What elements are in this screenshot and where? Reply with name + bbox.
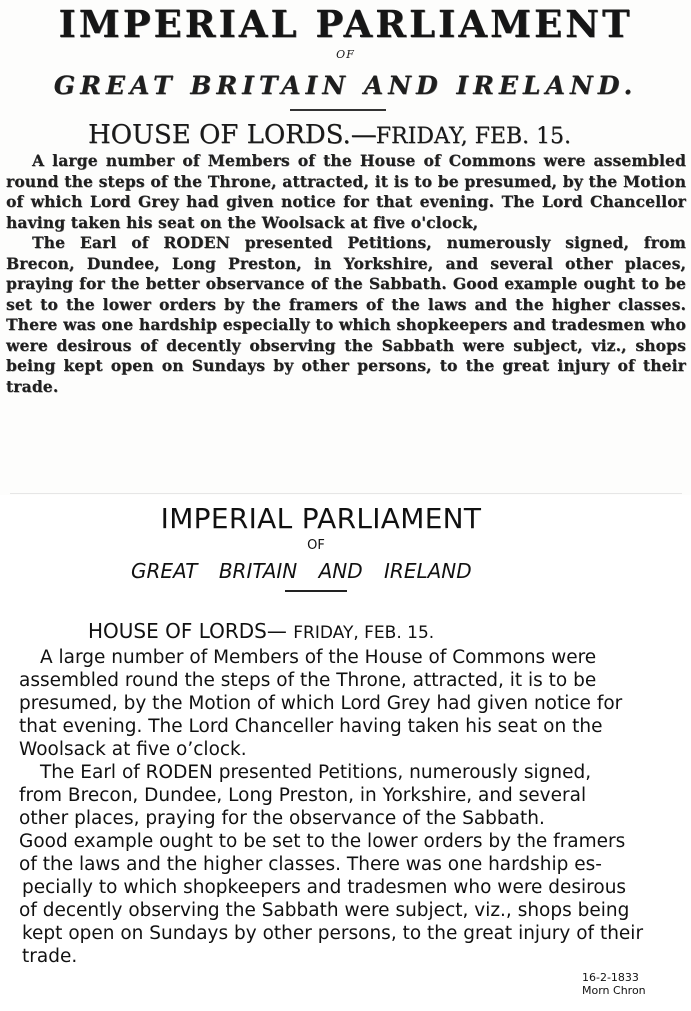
transcript-heading <box>88 619 434 645</box>
transcript-line: presumed, by the Motion of which Lord Grey had given notice for <box>19 693 623 714</box>
transcript-line: A large number of Members of the House of Commons were <box>40 647 597 668</box>
transcript-line: other places, praying for the observance of the Sabbath. <box>19 808 545 829</box>
scan-divider <box>290 109 386 111</box>
transcript-line: of the laws and the higher classes. There was one hardship es- <box>19 854 602 875</box>
source-citation <box>582 971 646 997</box>
transcript-line: The Earl of RODEN presented Petitions, numerously signed, <box>40 762 592 783</box>
transcript-line: that evening. The Lord Chanceller having taken his seat on the <box>19 716 603 737</box>
transcription <box>0 495 691 1011</box>
citation-source: Morn Chron <box>582 984 646 997</box>
scan-edge <box>10 493 682 494</box>
transcript-heading-main: HOUSE OF LORDS <box>88 619 267 643</box>
transcript-line: Good example ought to be set to the lower orders by the framers <box>19 831 626 852</box>
transcript-subtitle: GREAT BRITAIN AND IRELAND <box>131 559 472 583</box>
scan-subtitle: GREAT BRITAIN AND IRELAND. <box>53 71 638 100</box>
scanned-clipping <box>0 0 691 495</box>
transcript-heading-day: FRIDAY, FEB. 15. <box>293 623 435 643</box>
citation-date: 16-2-1833 <box>582 971 639 984</box>
scan-paragraph: The Earl of RODEN presented Petitions, numerously signed, from Brecon, Dundee, Long Preston, in Yorkshire, and several other places, praying for the better observance of the Sabbath. Good example ought to be set to the lower orders by the framers of the laws and the higher classes. There was one hardship especially to which shopkeepers and tradesmen who were desirous of decently observing the Sabbath were subject, viz., shops being kept open on Sundays by other persons, to the great injury of their trade. <box>6 233 686 396</box>
transcript-title: IMPERIAL PARLIAMENT <box>160 502 482 535</box>
scan-of: OF <box>336 48 355 61</box>
scan-paragraph: A large number of Members of the House of Commons were assembled round the steps of the Throne, attracted, it is to be presumed, by the Motion of which Lord Grey had given notice for that evening. The Lord Chancellor having taken his seat on the Woolsack at five o'clock, <box>6 151 686 232</box>
transcript-line: from Brecon, Dundee, Long Preston, in Yorkshire, and several <box>19 785 587 806</box>
transcript-line: trade. <box>22 946 78 967</box>
scan-heading-main: HOUSE OF LORDS. <box>88 120 351 150</box>
scan-heading <box>88 119 571 153</box>
transcript-divider <box>285 590 347 592</box>
transcript-line: Woolsack at five o’clock. <box>19 739 247 760</box>
scan-heading-dash: — <box>350 120 376 150</box>
transcript-of: OF <box>307 538 325 553</box>
scan-title: IMPERIAL PARLIAMENT <box>58 2 633 46</box>
scan-heading-day: FRIDAY, FEB. 15. <box>375 124 572 149</box>
transcript-line: assembled round the steps of the Throne, attracted, it is to be <box>19 670 597 691</box>
transcript-line: of decently observing the Sabbath were subject, viz., shops being <box>19 900 630 921</box>
transcript-heading-dash: — <box>266 619 294 643</box>
transcript-line: pecially to which shopkeepers and tradesmen who were desirous <box>22 877 627 898</box>
transcript-line: kept open on Sundays by other persons, to the great injury of their <box>22 923 644 944</box>
transcript-body <box>19 646 679 968</box>
scan-body <box>6 151 686 397</box>
